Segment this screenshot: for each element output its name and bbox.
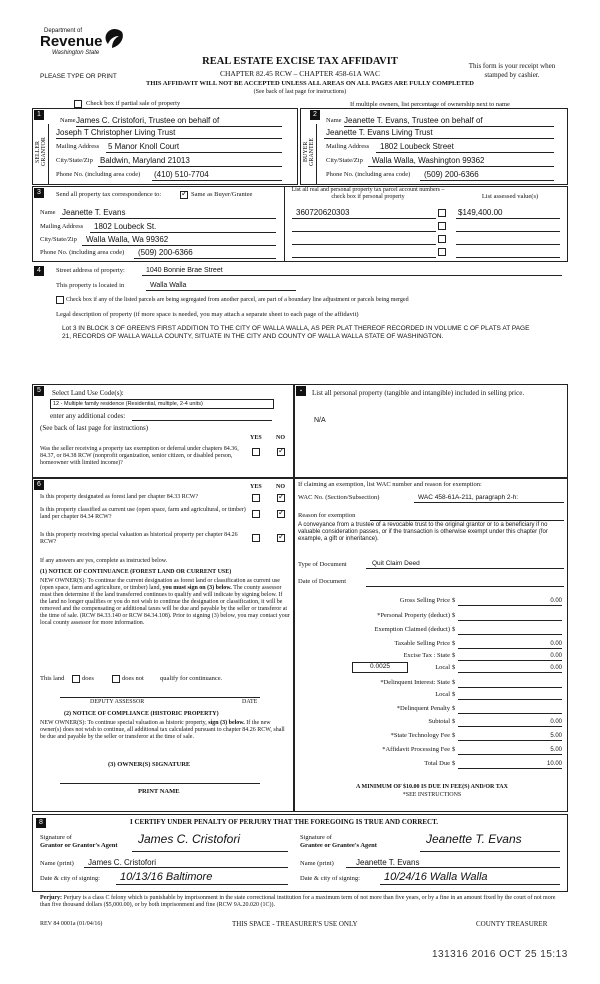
yes-label-5: YES (250, 435, 262, 441)
calc-row-label: *Personal Property (deduct) (377, 612, 450, 619)
forest-land-yes[interactable] (252, 494, 260, 502)
seller-phone-label: Phone No. (including area code) (56, 171, 141, 178)
tax-exemption-no[interactable] (277, 448, 285, 456)
form-title: REAL ESTATE EXCISE TAX AFFIDAVIT (202, 56, 398, 67)
deputy-assessor-label: DEPUTY ASSESSOR (90, 699, 145, 705)
personal-property-checkbox-1[interactable] (438, 209, 446, 217)
seller-address[interactable]: 5 Manor Knoll Court (108, 142, 180, 151)
see-instructions-note: *SEE INSTRUCTIONS (402, 792, 462, 798)
buyer-name-label: Name (326, 117, 342, 124)
calc-row-label: *Affidavit Processing Fee (382, 746, 450, 753)
please-type: PLEASE TYPE OR PRINT (40, 73, 117, 80)
perjury-note: Perjury: Perjury is a class C felony which is punishable by imprisonment in the state correctional institution for a maximum term of not more than five years, or by a fine in an amount fixed by the court of not more than five thousand dollars ($5,000.00), or by both imprisonment and fine (RCW 9A.20.020 (1C)). (40, 895, 556, 908)
does-not-checkbox[interactable] (112, 675, 120, 683)
dept-line2: Revenue (40, 33, 103, 50)
buyer-city[interactable]: Walla Walla, Washington 99362 (372, 156, 485, 165)
calc-row-value[interactable]: 0.00 (550, 641, 562, 647)
form-warning: THIS AFFIDAVIT WILL NOT BE ACCEPTED UNLESS ALL AREAS ON ALL PAGES ARE FULLY COMPLETED (146, 80, 474, 87)
grantor-date-label: Date & city of signing: (40, 875, 100, 882)
grantee-name[interactable]: Jeanette T. Evans (356, 858, 420, 867)
seller-side-label: SELLER GRANTOR (35, 137, 47, 167)
calc-row-dollar: $ (452, 612, 456, 619)
street-label: Street address of property: (56, 267, 125, 274)
calc-row-value[interactable]: 0.00 (550, 653, 562, 659)
calc-row-label: Excise Tax : State (403, 652, 450, 659)
dept-line3: Washington State (52, 50, 100, 56)
forest-land-no[interactable] (277, 494, 285, 502)
grantor-sig-label: Signature of Grantor or Grantor's Agent (40, 834, 118, 849)
calc-row-label: Exemption Claimed (deduct) (374, 626, 450, 633)
wac-number[interactable]: WAC 458-61A-211, paragraph 2-h: (418, 494, 519, 501)
calc-row-label: Taxable Selling Price (394, 640, 450, 647)
forest-land-question: Is this property designated as forest land per chapter 84.33 RCW? (40, 494, 199, 500)
current-use-yes[interactable] (252, 510, 260, 518)
does-checkbox[interactable] (72, 675, 80, 683)
buyer-address-label: Mailing Address (326, 143, 370, 150)
doc-type-label: Type of Document (298, 561, 347, 568)
certify-heading: I CERTIFY UNDER PENALTY OF PERJURY THAT THE FOREGOING IS TRUE AND CORRECT. (130, 818, 439, 826)
historic-yes[interactable] (252, 534, 260, 542)
calc-row-label: Gross Selling Price (399, 597, 450, 604)
calc-row-value[interactable]: 0.00 (550, 719, 562, 725)
dept-line1: Department of (44, 28, 83, 34)
personal-property-badge: ▪ (296, 386, 306, 396)
grantee-date-label: Date & city of signing: (300, 875, 360, 882)
calc-row-value[interactable]: 10.00 (546, 761, 562, 767)
print-name-label: PRINT NAME (138, 788, 180, 795)
seller-name-2[interactable]: Joseph T Christopher Living Trust (56, 128, 176, 137)
corr-phone[interactable]: (509) 200-6366 (138, 248, 193, 257)
grantee-name-label: Name (print) (300, 860, 334, 867)
calc-row-dollar: $ (452, 597, 456, 604)
calc-row-label: *State Technology Fee (390, 732, 450, 739)
corr-phone-label: Phone No. (including area code) (40, 249, 125, 256)
grantee-signature[interactable]: Jeanette T. Evans (426, 832, 522, 846)
same-as-buyer-label: Same as Buyer/Grantee (191, 191, 253, 198)
assessed-value[interactable]: $149,400.00 (458, 208, 503, 217)
notice-continuance-title: (1) NOTICE OF CONTINUANCE (FOREST LAND OR CURRENT USE) (40, 569, 232, 575)
located-in[interactable]: Walla Walla (150, 282, 187, 289)
calc-row-value[interactable]: 5.00 (550, 733, 562, 739)
buyer-side-label: BUYER GRANTEE (303, 138, 315, 166)
grantor-signature[interactable]: James C. Cristofori (138, 832, 241, 846)
calc-row-label: Total Due (424, 760, 450, 767)
minimum-due-note: A MINIMUM OF $10.00 IS DUE IN FEE(S) AND/OR TAX (356, 784, 508, 790)
same-as-buyer-checkbox[interactable] (180, 191, 188, 199)
calc-row-label: Subtotal (428, 718, 450, 725)
section-8-badge: 8 (36, 818, 46, 828)
qualify-label: qualify for continuance. (160, 675, 223, 682)
no-label-5: NO (276, 435, 285, 441)
tax-exemption-question: Was the seller receiving a property tax exemption or deferral under chapters 84.36, 84.37, or 84.38 RCW (nonprofit organization, senior citizen, or disabled person, homeowner with limited income)? (40, 446, 239, 466)
grantor-name-label: Name (print) (40, 860, 74, 867)
additional-codes-label: enter any additional codes: (50, 412, 126, 420)
calc-row-label: Local (435, 691, 450, 698)
doc-type[interactable]: Quit Claim Deed (372, 560, 420, 567)
calc-row-dollar: $ (452, 640, 456, 647)
section-4-badge: 4 (34, 266, 44, 276)
calc-row-dollar: $ (452, 664, 456, 671)
see-back-header: (See back of last page for instructions) (253, 89, 347, 95)
local-rate-box[interactable]: 0.0025 (352, 662, 408, 673)
calc-row-label: Local (435, 664, 450, 671)
buyer-phone[interactable]: (509) 200-6366 (424, 170, 479, 179)
treasurer-use-label: THIS SPACE - TREASURER'S USE ONLY (232, 920, 358, 928)
swoosh-icon (102, 28, 126, 50)
if-yes-note: If any answers are yes, complete as instructed below. (40, 558, 168, 564)
calc-row-dollar: $ (452, 718, 456, 725)
corr-address[interactable]: 1802 Loubeck St. (94, 222, 157, 231)
corr-city-label: City/State/Zip (40, 236, 77, 243)
historic-no[interactable] (277, 534, 285, 542)
current-use-no[interactable] (277, 510, 285, 518)
section-2-badge: 2 (310, 110, 320, 120)
dor-logo (40, 28, 135, 68)
calc-row-label: *Delinquent Penalty (396, 705, 450, 712)
receipt-note: This form is your receipt when stamped by cashier. (468, 62, 556, 79)
legal-label: Legal description of property (if more space is needed, you may attach a separate sheet to each page of the affidavit) (56, 311, 359, 318)
calc-row-dollar: $ (452, 760, 456, 767)
yes-label-6: YES (250, 484, 262, 490)
corr-city[interactable]: Walla Walla, Wa 99362 (86, 235, 169, 244)
corr-name[interactable]: Jeanette T. Evans (62, 208, 126, 217)
seller-city[interactable]: Baldwin, Maryland 21013 (100, 156, 190, 165)
personal-property-checkbox-3[interactable] (438, 235, 446, 243)
legal-description[interactable]: Lot 3 IN BLOCK 3 OF GREEN'S FIRST ADDITION TO THE CITY OF WALLA WALLA, AS PER PLAT THEREOF RECORDED IN VOLUME C OF PLATS AT PAGE 21, RECORDS OF WALLA WALLA COUNTY, SITUATE IN THE CITY AND COUNTY OF WALLA WALLA STATE OF WASHINGTON. (62, 325, 530, 340)
multiple-owners-note: If multiple owners, list percentage of ownership next to name (350, 101, 510, 108)
county-treasurer-label: COUNTY TREASURER (476, 920, 548, 928)
calc-row-label: *Delinquent Interest: State (380, 679, 450, 686)
tax-exemption-yes[interactable] (252, 448, 260, 456)
personal-property-checkbox-4[interactable] (438, 248, 446, 256)
calc-row-dollar: $ (452, 652, 456, 659)
personal-property-value[interactable]: N/A (314, 417, 326, 424)
exemption-reason[interactable]: A conveyance from a trustee of a revocable trust to the original grantor or to a beneficiary if no valuable consideration passes, or if the transaction is otherwise exempt under this chapter (for example, a gift or inheritance). (298, 522, 548, 542)
parcel-number[interactable]: 360720620303 (296, 208, 350, 217)
grantor-date-city[interactable]: 10/13/16 Baltimore (120, 871, 213, 883)
seller-name[interactable]: James C. Cristofori, Trustee on behalf of (76, 116, 220, 125)
calc-row-value[interactable]: 0.00 (550, 665, 562, 671)
receipt-stamp: 131316 2016 OCT 25 15:13 (432, 949, 568, 960)
seller-phone[interactable]: (410) 510-7704 (154, 170, 209, 179)
buyer-name[interactable]: Jeanette T. Evans, Trustee on behalf of (344, 116, 483, 125)
parcel-header: List all real and personal property tax parcel account numbers – check box if personal property (291, 187, 445, 200)
personal-property-box (294, 384, 568, 478)
calc-row-dollar: $ (452, 705, 456, 712)
buyer-phone-label: Phone No. (including area code) (326, 171, 411, 178)
buyer-address[interactable]: 1802 Loubeck Street (380, 142, 454, 151)
calc-row-dollar: $ (452, 732, 456, 739)
does-label: does (82, 675, 94, 682)
reason-label: Reason for exemption (298, 512, 356, 519)
notice-continuance-text: NEW OWNER(S): To continue the current designation as forest land or classification as current use (open space, farm and agriculture, or timber) land, you must sign on (3) below. The county assessor must then determine if the land transferred continues to qualify and will indicate by signing below. If the land no longer qualifies or you do not wish to continue the designation or classification, it will be removed and the compensating or additional taxes will be due and payable by the seller or transferor at the time of sale. (RCW 84.33.140 or RCW 84.34.108). Prior to signing (3) below, you may contact your local county assessor for more information. (40, 578, 290, 626)
seller-name-label: Name (60, 117, 76, 124)
notice-compliance-title: (2) NOTICE OF COMPLIANCE (HISTORIC PROPERTY) (64, 711, 219, 717)
street-address[interactable]: 1040 Bonnie Brae Street (146, 267, 223, 274)
calc-row-value[interactable]: 0.00 (550, 598, 562, 604)
does-not-label: does not (122, 675, 144, 682)
section-5-badge: 5 (34, 386, 44, 396)
this-land-label: This land (40, 675, 65, 682)
assessed-header: List assessed value(s) (481, 193, 539, 200)
current-use-question: Is this property classified as current use (open space, farm and agricultural, or timber) land per chapter 84.34 RCW? (40, 507, 246, 520)
land-use-select[interactable]: 12 - Multiple family residence (Residential, multiple, 2-4 units) (50, 399, 274, 409)
land-use-label: Select Land Use Code(s): (52, 389, 124, 397)
calc-row-dollar: $ (452, 746, 456, 753)
owner-signature-title: (3) OWNER(S) SIGNATURE (108, 761, 191, 768)
section-1-badge: 1 (34, 110, 44, 120)
historic-question: Is this property receiving special valuation as historical property per chapter 84.26 RCW? (40, 532, 238, 545)
buyer-city-label: City/State/Zip (326, 157, 363, 164)
partial-sale-checkbox[interactable] (74, 100, 82, 108)
corr-address-label: Mailing Address (40, 223, 84, 230)
deputy-date-label: DATE (242, 699, 258, 705)
correspondence-label: Send all property tax correspondence to: (56, 191, 162, 198)
calc-row-dollar: $ (452, 679, 456, 686)
segregated-label: Check box if any of the listed parcels are being segregated from another parcel, are part of a boundary line adjustment or parcels being merged (66, 297, 409, 303)
located-label: This property is located in (56, 282, 125, 289)
form-chapter: CHAPTER 82.45 RCW – CHAPTER 458-61A WAC (220, 69, 380, 78)
section-6-badge: 6 (34, 480, 44, 490)
land-use-see-back: (See back of last page for instructions) (40, 424, 149, 432)
notice-compliance-text: NEW OWNER(S): To continue special valuation as historic property, sign (3) below. If the new owner(s) does not wish to continue, all additional tax calculated pursuant to chapter 84.26 RCW, shall be due and payable by the seller or transferor at the time of sale. (40, 720, 285, 740)
calc-row-dollar: $ (452, 626, 456, 633)
calc-row-value[interactable]: 5.00 (550, 747, 562, 753)
personal-property-checkbox-2[interactable] (438, 222, 446, 230)
partial-sale-label: Check box if partial sale of property (86, 100, 181, 107)
section-3-badge: 3 (34, 188, 44, 198)
rev-number: REV 84 0001a (01/04/16) (40, 921, 103, 927)
personal-property-label: List all personal property (tangible and intangible) included in selling price. (312, 389, 525, 397)
seller-address-label: Mailing Address (56, 143, 100, 150)
segregated-checkbox[interactable] (56, 296, 64, 304)
no-label-6: NO (276, 484, 285, 490)
corr-name-label: Name (40, 209, 56, 216)
grantee-sig-label: Signature of Grantee or Grantee's Agent (300, 834, 377, 849)
claim-exemption-label: If claiming an exemption, list WAC number and reason for exemption: (298, 481, 482, 488)
seller-city-label: City/State/Zip (56, 157, 93, 164)
wac-label: WAC No. (Section/Subsection) (298, 494, 380, 501)
calc-row-dollar: $ (452, 691, 456, 698)
doc-date-label: Date of Document (298, 578, 347, 585)
grantor-name[interactable]: James C. Cristofori (88, 858, 157, 867)
buyer-name-2[interactable]: Jeanette T. Evans Living Trust (326, 128, 433, 137)
grantee-date-city[interactable]: 10/24/16 Walla Walla (384, 871, 488, 883)
